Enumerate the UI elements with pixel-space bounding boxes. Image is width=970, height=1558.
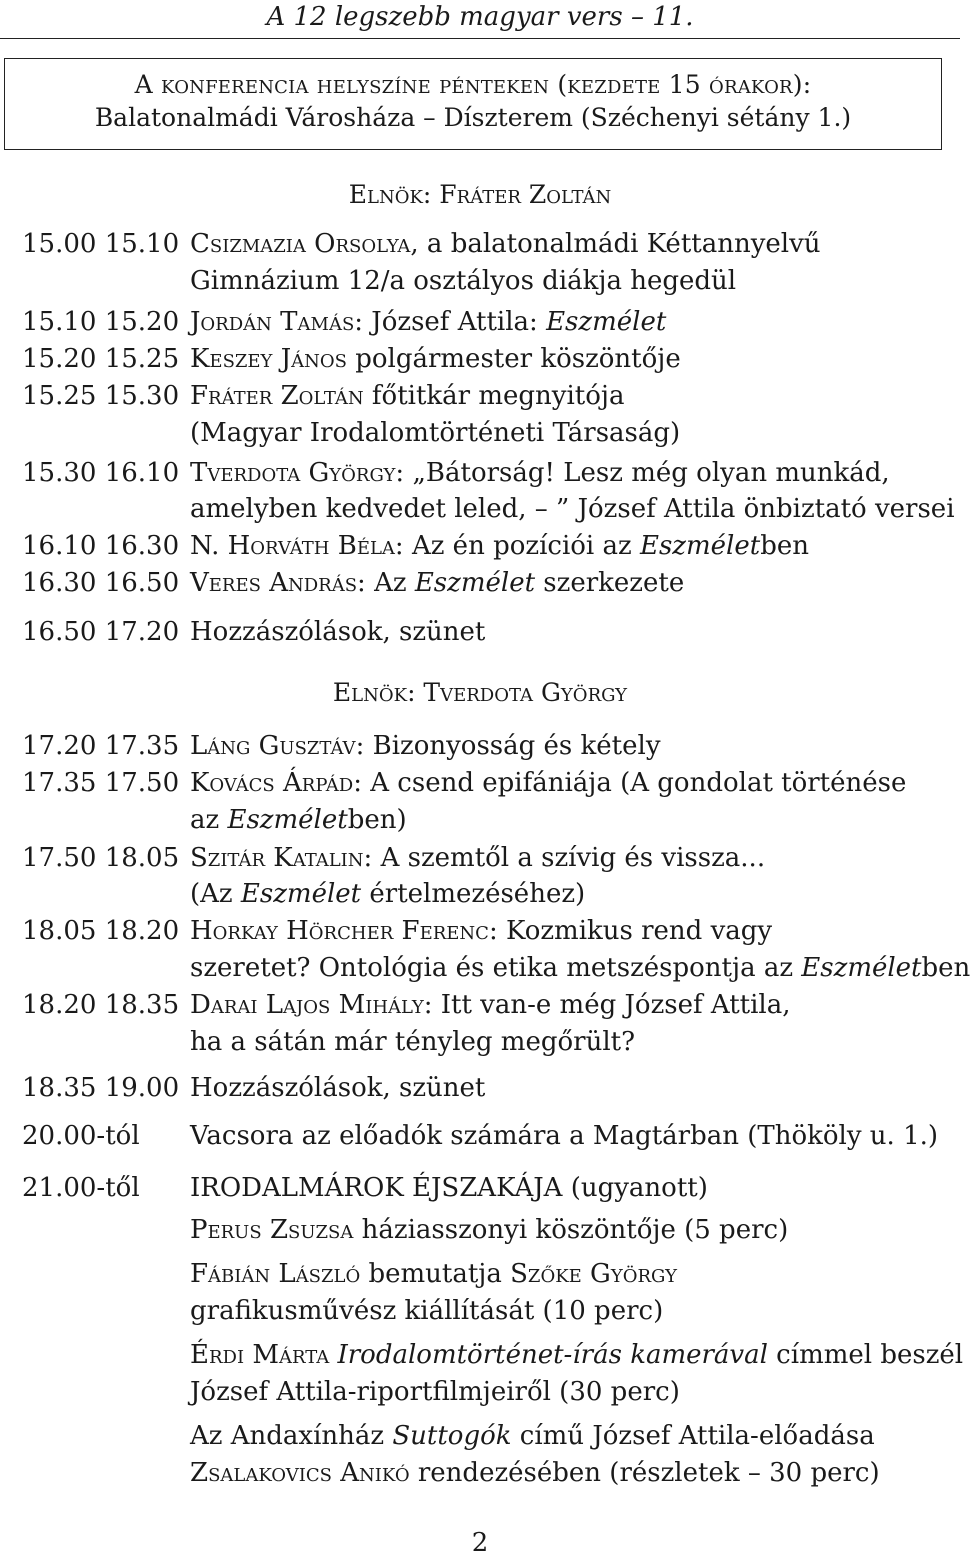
time: 15.30 16.10	[22, 458, 180, 488]
speaker: Keszey János	[190, 344, 347, 374]
desc: , a balatonalmádi Kéttannyelvű	[410, 229, 821, 259]
desc: Az Andaxínház	[190, 1421, 393, 1451]
time: 16.10 16.30	[22, 531, 180, 561]
speaker: Tverdota György	[190, 458, 396, 488]
venue-place: Balatonalmádi Városháza – Díszterem (Széchenyi sétány 1.)	[94, 103, 852, 132]
desc: háziasszonyi köszöntője (5 perc)	[353, 1215, 789, 1245]
cont-text: az	[190, 805, 228, 835]
time: 18.20 18.35	[22, 990, 180, 1020]
night-item	[190, 1256, 677, 1293]
desc: : Az	[357, 568, 415, 598]
time: 18.05 18.20	[22, 916, 180, 946]
desc: : Itt van-e még József Attila,	[423, 990, 791, 1020]
cont-text: értelmezéséhez)	[361, 879, 586, 909]
night-item	[190, 1212, 788, 1249]
event-title: IRODALMÁROK ÉJSZAKÁJA	[190, 1173, 563, 1203]
time: 17.20 17.35	[22, 731, 180, 761]
night-item	[190, 1418, 875, 1455]
program-row-cont: ha a sátán már tényleg megőrült?	[190, 1027, 636, 1057]
speaker: Veres András	[190, 568, 358, 598]
desc: bemutatja	[360, 1259, 511, 1289]
time: 15.25 15.30	[22, 381, 180, 411]
time: 18.35 19.00	[22, 1073, 180, 1103]
desc: : A szemtől a szívig és vissza...	[363, 843, 766, 873]
page-number: 2	[471, 1528, 489, 1558]
desc: : József Attila:	[354, 307, 547, 337]
speaker: Perus Zsuzsa	[190, 1215, 354, 1245]
night-item-cont	[190, 1455, 880, 1492]
title: Eszmélet	[227, 805, 348, 835]
speaker: Fráter Zoltán	[190, 381, 364, 411]
time: 21.00-től	[22, 1173, 140, 1203]
speaker: Horkay Hörcher Ferenc	[190, 916, 489, 946]
speaker: Fábián László	[190, 1259, 361, 1289]
time: 17.50 18.05	[22, 843, 180, 873]
cont-text: ben)	[347, 805, 407, 835]
title: Suttogók	[392, 1421, 512, 1451]
program-row-cont	[190, 876, 585, 913]
running-header: A 12 legszebb magyar vers – 11.	[266, 2, 694, 32]
desc-suffix: ben	[760, 531, 809, 561]
time: 16.30 16.50	[22, 568, 180, 598]
desc: polgármester köszöntője	[346, 344, 681, 374]
title: Eszmélet	[639, 531, 761, 561]
desc: főtitkár megnyitója	[363, 381, 625, 411]
time: 20.00-tól	[22, 1121, 140, 1151]
speaker: Csizmazia Orsolya	[190, 229, 411, 259]
title: Eszmélet	[546, 307, 667, 337]
desc: : A csend epifániája (A gondolat történése	[353, 768, 907, 798]
program-row-cont: amelyben kedvedet leled, – ” József Attila önbiztató versei	[190, 494, 955, 524]
speaker: Darai Lajos Mihály	[190, 990, 424, 1020]
night-item	[190, 1337, 963, 1374]
time: 15.20 15.25	[22, 344, 180, 374]
title: Irodalomtörténet-írás kamerával	[337, 1340, 768, 1370]
desc: : Bizonyosság és kétely	[355, 731, 661, 761]
desc: : Az én pozíciói az	[394, 531, 640, 561]
desc: : Kozmikus rend vagy	[488, 916, 773, 946]
artist: Szőke György	[510, 1259, 677, 1289]
speaker: Érdi Márta	[190, 1340, 330, 1370]
desc: (ugyanott)	[562, 1173, 708, 1203]
night-item-cont: grafikusművész kiállítását (10 perc)	[190, 1296, 664, 1326]
cont-text: szeretet? Ontológia és etika metszéspontja az	[190, 953, 802, 983]
speaker: Kovács Árpád	[190, 768, 354, 798]
header-rule	[0, 38, 960, 39]
director: Zsalakovics Anikó	[190, 1458, 410, 1488]
cont-text: (Az	[190, 879, 241, 909]
desc: : „Bátorság! Lesz még olyan munkád,	[395, 458, 890, 488]
title: Eszmélet	[240, 879, 362, 909]
venue-title: A konferencia helyszíne pénteken (kezdete 15 órakor):	[134, 70, 812, 99]
night-item-cont: József Attila-riportfilmjeiről (30 perc)	[190, 1377, 680, 1407]
chair-heading-2: Elnök: Tverdota György	[332, 678, 628, 707]
program-row-cont: Gimnázium 12/a osztályos diákja hegedül	[190, 266, 737, 296]
program-row-cont: (Magyar Irodalomtörténeti Társaság)	[190, 418, 681, 448]
title: Eszmélet	[414, 568, 536, 598]
desc: rendezésében (részletek – 30 perc)	[409, 1458, 880, 1488]
speaker: Szitár Katalin	[190, 843, 364, 873]
desc: Vacsora az előadók számára a Magtárban (Thököly u. 1.)	[190, 1121, 939, 1151]
time: 17.35 17.50	[22, 768, 180, 798]
speaker: Jordán Tamás	[190, 307, 355, 337]
time: 15.00 15.10	[22, 229, 180, 259]
desc: címmel beszél	[767, 1340, 964, 1370]
chair-heading-1: Elnök: Fráter Zoltán	[348, 180, 612, 209]
desc: Hozzászólások, szünet	[190, 617, 486, 647]
desc-suffix: szerkezete	[535, 568, 685, 598]
cont-text: ben	[921, 953, 970, 983]
venue-box	[4, 58, 942, 150]
title: Eszmélet	[801, 953, 922, 983]
speaker: N. Horváth Béla	[190, 531, 395, 561]
desc: Hozzászólások, szünet	[190, 1073, 486, 1103]
program-row-cont	[190, 802, 407, 839]
speaker: Láng Gusztáv	[190, 731, 356, 761]
time: 15.10 15.20	[22, 307, 180, 337]
program-row-cont	[190, 950, 970, 987]
desc: című József Attila-előadása	[511, 1421, 875, 1451]
time: 16.50 17.20	[22, 617, 180, 647]
